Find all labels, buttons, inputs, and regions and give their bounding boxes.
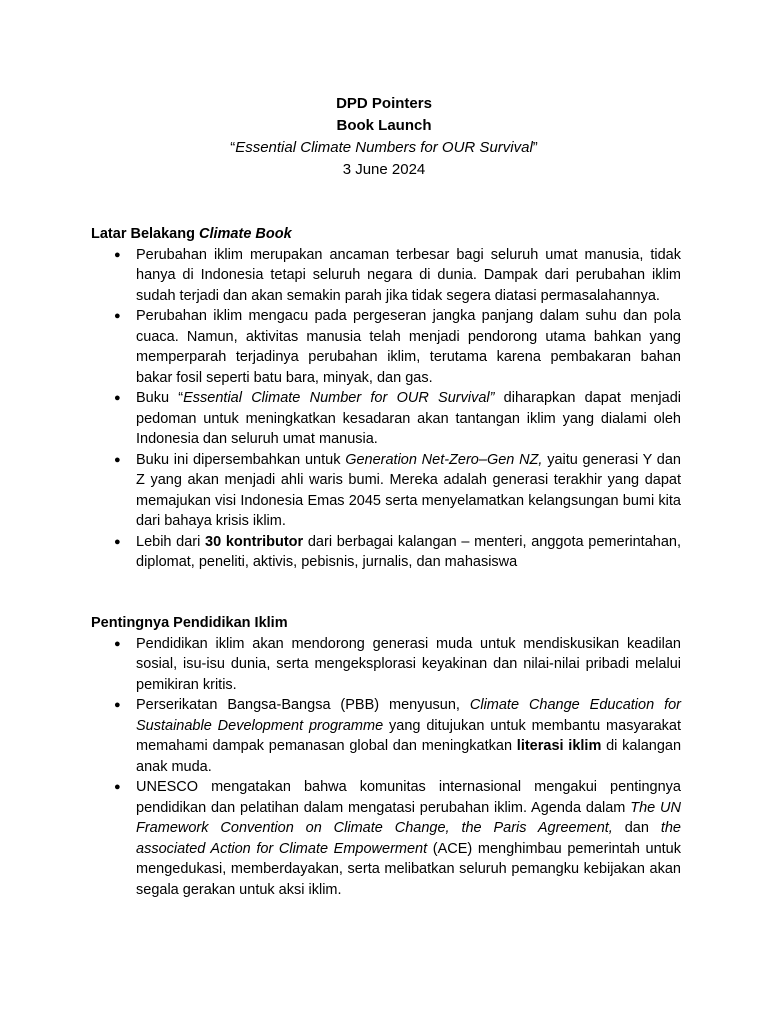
list-item [91,777,681,900]
list-item-text-italic: the associated Action for Climate Empowerment [136,820,681,857]
list-item-text: Buku ini dipersembahkan untuk [136,451,346,468]
list-item-text: yaitu generasi Y dan Z yang akan menjadi ahli waris bumi. Mereka adalah generasi terakhir yang dapat memajukan visi Indonesia Emas 2045 serta menyelamatkan kelangsungan bumi kita dari bahaya krisis iklim. [136,451,681,529]
list-item [91,245,681,307]
doc-title-line2: Book Launch [336,117,432,134]
book-title-text: Essential Climate Numbers for OUR Survival [235,139,533,156]
list-item-text-italic: The UN Framework Convention on Climate Change, the Paris Agreement, [136,799,681,836]
section-latar-belakang [91,224,681,573]
bullet-icon: ● [114,310,121,322]
bullet-icon: ● [114,781,121,793]
bullet-icon: ● [114,535,121,548]
list-item [91,634,681,696]
doc-title-line1: DPD Pointers [336,95,432,112]
list-item-text: UNESCO mengatakan bahwa komunitas internasional mengakui pentingnya pendidikan dan pelatihan dalam mengatasi perubahan iklim. Agenda dalam [136,779,681,816]
section-heading [91,224,681,245]
list-item-text: Perubahan iklim mengacu pada pergeseran jangka panjang dalam suhu dan pola cuaca. Namun, aktivitas manusia telah menjadi pendorong utama bahkan yang memperparah terjadinya perubahan iklim, terutama karena pembakaran bahan bakar fosil seperti batu bara, minyak, dan gas. [136,308,681,386]
list-item-text-bold: literasi iklim [516,738,602,754]
document-title-block [0,93,768,181]
list-item-text: Pendidikan iklim akan mendorong generasi muda untuk mendiskusikan keadilan sosial, isu-isu dunia, serta mengeksplorasi keyakinan dan nilai-nilai pribadi melalui pemikiran kritis. [136,635,681,693]
list-item-text: Perserikatan Bangsa-Bangsa (PBB) menyusun, [136,697,470,713]
list-item-text: diharapkan dapat menjadi pedoman untuk meningkatkan kesadaran akan tantangan iklim yang dialami oleh Indonesia dan seluruh umat manusia. [136,390,681,447]
bullet-icon: ● [114,637,121,650]
list-item-text: (ACE) menghimbau pemerintah untuk mengedukasi, memberdayakan, serta melibatkan seluruh pemangku kebijakan akan segala gerakan untuk aksi iklim. [136,840,681,898]
close-quote: ” [532,139,538,156]
list-item [91,532,681,573]
list-item [91,306,681,388]
bullet-icon: ● [114,699,121,711]
doc-date: 3 June 2024 [342,161,426,178]
open-quote: “ [230,139,236,156]
list-item-text: Buku “ [136,390,184,406]
bullet-icon: ● [114,392,121,404]
list-item-text: yang ditujukan untuk membantu masyarakat memahami dampak pemanasan global dan meningkatkan [136,717,681,754]
list-item-text: dan [612,820,661,836]
section-heading-italic: Climate Book [199,226,292,242]
list-item-text-italic: Generation Net-Zero–Gen NZ, [345,451,543,468]
section-pendidikan-iklim [91,613,681,900]
list-item-text-italic: Essential Climate Number for OUR Survival” [183,390,495,406]
section-heading: Pentingnya Pendidikan Iklim [91,615,288,631]
list-item-text: Lebih dari [136,533,206,550]
list-item-text: dari berbagai kalangan – menteri, anggota pemerintahan, diplomat, peneliti, aktivis, pebisnis, jurnalis, dan mahasiswa [136,533,681,570]
list-item [91,450,681,532]
bullet-icon: ● [114,248,121,261]
list-item-text-bold: 30 kontributor [205,533,304,550]
bullet-list [91,245,681,573]
bullet-icon: ● [114,453,121,466]
list-item-text: Perubahan iklim merupakan ancaman terbesar bagi seluruh umat manusia, tidak hanya di Indonesia tetapi seluruh negara di dunia. Dampak dari perubahan iklim sudah terjadi dan akan semakin parah jika tidak segera diatasi permasalahannya. [136,246,681,304]
list-item-text-italic: Climate Change Education for Sustainable Development programme [136,697,681,734]
doc-book-title [0,137,768,159]
list-item-text: di kalangan anak muda. [136,738,682,775]
section-heading-plain: Latar Belakang [91,226,199,242]
list-item [91,388,681,450]
bullet-list [91,634,681,901]
list-item [91,695,681,777]
